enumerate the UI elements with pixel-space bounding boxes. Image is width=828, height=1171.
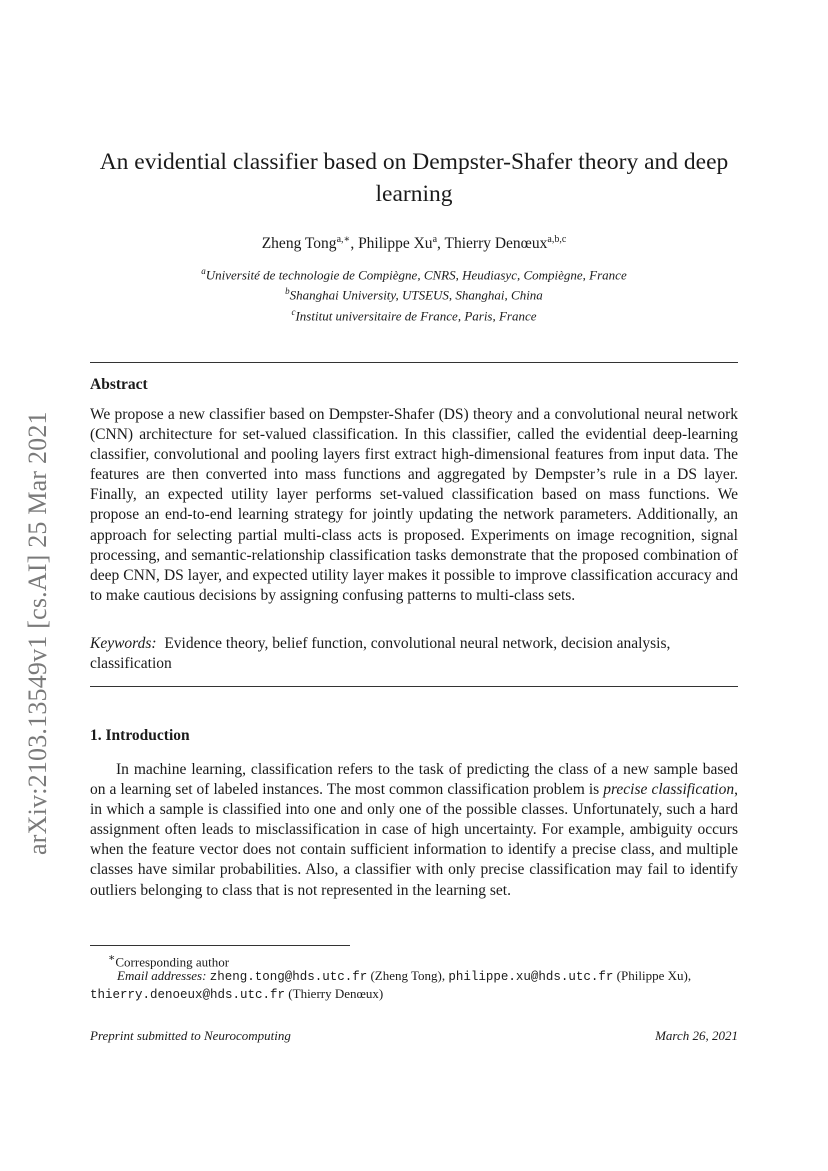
footnote-text: Corresponding author: [115, 954, 230, 970]
abstract-heading: Abstract: [90, 376, 148, 393]
arxiv-identifier[interactable]: arXiv:2103.13549v1 [cs.AI] 25 Mar 2021: [23, 411, 52, 855]
footnote-emails: Email addresses: zheng.tong@hds.utc.fr (Zheng Tong), philippe.xu@hds.utc.fr (Philippe Xu), thierry.denoeux@hds.utc.fr (Thierry Denœux): [90, 968, 692, 1002]
affiliation-list: [90, 263, 738, 324]
intro-emphasis: precise classification: [603, 781, 735, 799]
author-name: Zheng Tong: [261, 235, 337, 253]
author-marks[interactable]: a: [432, 234, 438, 245]
preprint-footer: [90, 1028, 738, 1044]
abstract-text: We propose a new classifier based on Dempster-Shafer (DS) theory and a convolutional neural network (CNN) architecture for set-valued classification. In this classifier, called the evidential deep-learning classifier, convolutional and pooling layers first extract high-dimensional features from input data. The features are then converted into mass functions and aggregated by Dempster’s rule in a DS layer. Finally, an expected utility layer performs set-valued classification based on mass functions. We propose an end-to-end learning strategy for jointly updating the network parameters. Additionally, an approach for selecting partial multi-class acts is proposed. Experiments on image recognition, signal processing, and semantic-relationship classification tasks demonstrate that the proposed combination of deep CNN, DS layer, and expected utility layer makes it possible to improve classification accuracy and to make cautious decisions by assigning confusing patterns to multi-class sets.: [90, 406, 738, 604]
affiliation-text: Shanghai University, UTSEUS, Shanghai, China: [289, 287, 543, 303]
intro-text-part: In machine learning, classification refers to the task of predicting the class of a new sample based on a learning set of labeled instances. The most common classification problem is: [90, 761, 738, 799]
email-link[interactable]: philippe.xu@hds.utc.fr: [448, 970, 614, 984]
affiliation: [90, 263, 738, 283]
affiliation-mark: b: [285, 286, 290, 297]
affiliation-mark: a: [201, 266, 206, 276]
email-owner: (Zheng Tong): [370, 968, 442, 983]
email-link[interactable]: thierry.denoeux@hds.utc.fr: [90, 987, 286, 1002]
footer-journal: Preprint submitted to Neurocomputing: [90, 1028, 291, 1043]
email-owner: (Philippe Xu): [616, 968, 688, 983]
abstract-bottom-rule: [90, 686, 738, 687]
affiliation: [90, 304, 738, 324]
keywords-text: Evidence theory, belief function, convolutional neural network, decision analysis, classification: [90, 635, 671, 673]
introduction-paragraph: [90, 760, 738, 901]
author-name: Thierry Denœux: [444, 235, 548, 253]
keywords-label: Keywords:: [90, 635, 157, 652]
keywords: [90, 634, 738, 674]
email-label: Email addresses:: [117, 968, 207, 983]
email-link[interactable]: zheng.tong@hds.utc.fr: [209, 970, 368, 984]
paper-title: An evidential classifier based on Dempster-Shafer theory and deep learning: [99, 149, 729, 207]
footnote-mark: ∗: [108, 952, 116, 964]
footer-date: March 26, 2021: [655, 1028, 738, 1043]
abstract-top-rule: [90, 362, 738, 363]
footnote-rule: [90, 945, 350, 946]
section-heading-introduction: 1. Introduction: [90, 727, 190, 744]
intro-text-part: , in which a sample is classified into one and only one of the possible classes. Unfortunately, such a hard assignment often leads to misclassification in case of high uncertainty. For example, ambiguity occurs when the feature vector does not contain sufficient information to identify a precise class, and multiple classes have similar probabilities. Also, a classifier with only precise classification may fail to identify outliers belonging to class that is not represented in the learning set.: [90, 781, 738, 899]
author-list: Zheng Tong$^{a,∗}$, Philippe Xu$^a$, Thierry Denœux$^{a,b,c}$: [261, 234, 567, 253]
affiliation-mark: c: [291, 306, 296, 317]
affiliation-text: Université de technologie de Compiègne, CNRS, Heudiasyc, Compiègne, France: [205, 267, 627, 283]
email-owner: (Thierry Denœux): [288, 985, 384, 1001]
author-marks[interactable]: a,∗: [336, 234, 351, 245]
author-name: Philippe Xu: [358, 235, 433, 253]
author-marks[interactable]: a,b,c: [547, 234, 567, 245]
affiliation: [90, 283, 738, 303]
affiliation-text: Institut universitaire de France, Paris, France: [295, 307, 537, 323]
